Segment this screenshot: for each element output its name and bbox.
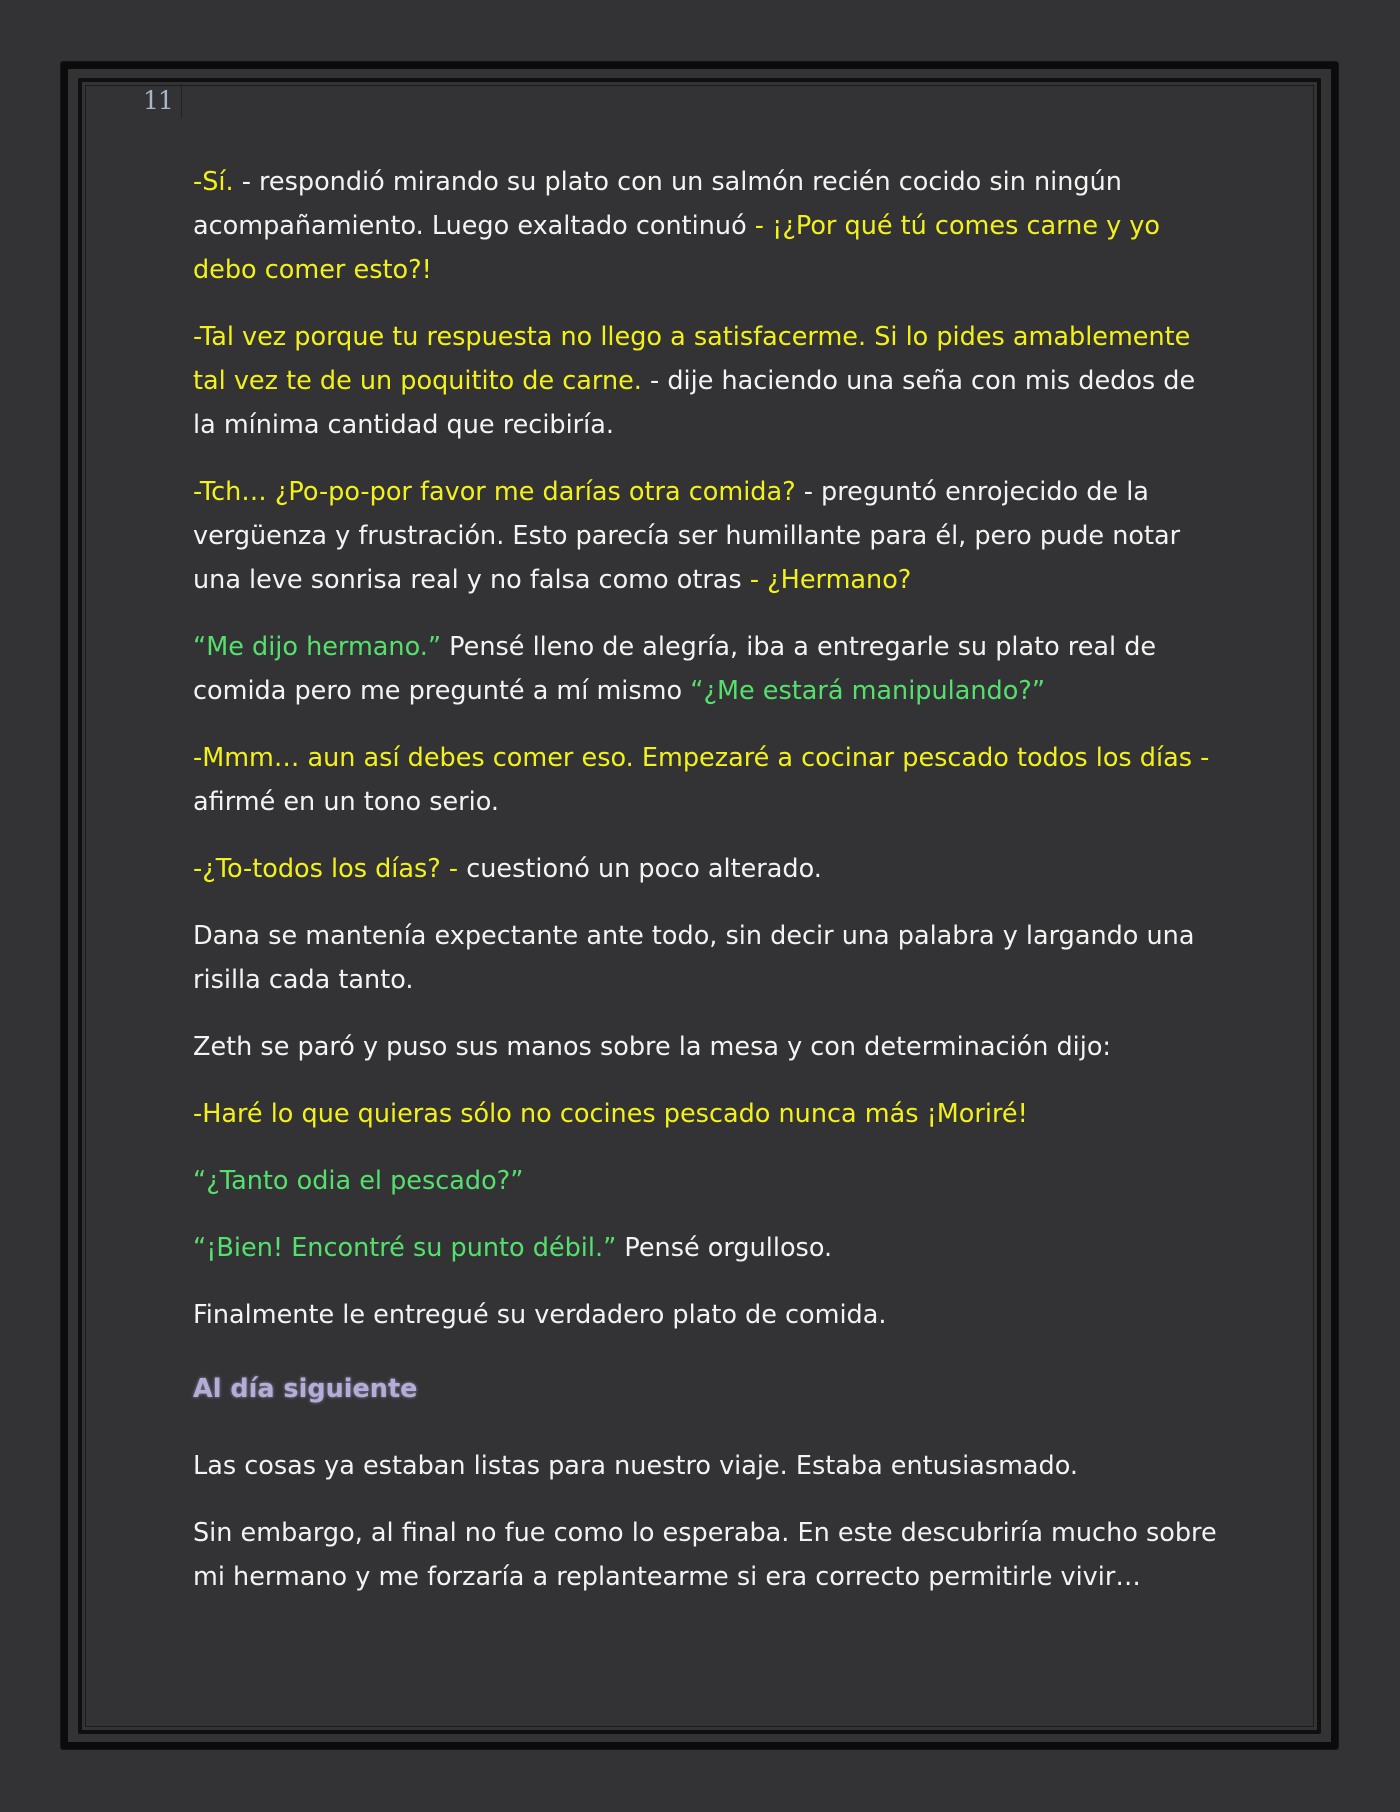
section-heading: Al día siguiente	[193, 1374, 418, 1404]
dialogue-text: -Mmm… aun así debes comer eso. Empezaré a cocinar pescado todos los días -	[193, 743, 1210, 773]
dialogue-text: -Haré lo que quieras sólo no cocines pescado nunca más ¡Moriré!	[193, 1099, 1028, 1129]
thought-text: “¿Me estará manipulando?”	[690, 676, 1046, 706]
story-paragraph	[193, 1025, 1218, 1069]
page-content	[193, 160, 1218, 1622]
closing-paragraph: Las cosas ya estaban listas para nuestro viaje. Estaba entusiasmado.	[193, 1451, 1079, 1481]
story-paragraph	[193, 1159, 1218, 1203]
dialogue-text: -Tal vez porque tu respuesta no llego a satisfacerme. Si lo pides amablemente tal vez te de un poquitito de carne.	[193, 322, 1191, 396]
thought-text: “Me dijo hermano.”	[193, 632, 442, 662]
narration-text: afirmé en un tono serio.	[193, 787, 500, 817]
story-paragraph	[193, 1293, 1218, 1337]
story-paragraph	[193, 847, 1218, 891]
dialogue-text: - ¿Hermano?	[749, 565, 912, 595]
narration-text: - respondió mirando su plato con un salmón recién cocido sin ningún acompañamiento. Luego exaltado continuó	[193, 167, 1122, 241]
dialogue-text: -Tch… ¿Po-po-por favor me darías otra comida?	[193, 477, 804, 507]
page-number: 11	[143, 86, 173, 115]
narration-text: - preguntó enrojecido de la vergüenza y frustración. Esto parecía ser humillante para él, pero pude notar una leve sonrisa real y no falsa como otras	[193, 477, 1181, 595]
story-paragraph	[193, 1092, 1218, 1136]
closing-paragraph: Sin embargo, al final no fue como lo esperaba. En este descubriría mucho sobre mi hermano y me forzaría a replantearme si era correcto permitirle vivir…	[193, 1518, 1217, 1592]
story-paragraph	[193, 625, 1218, 713]
narration-text: Pensé orgulloso.	[616, 1233, 833, 1263]
narration-text: Dana se mantenía expectante ante todo, sin decir una palabra y largando una risilla cada tanto.	[193, 921, 1195, 995]
dialogue-text: - ¡¿Por qué tú comes carne y yo debo comer esto?!	[193, 211, 1160, 285]
narration-text: Finalmente le entregué su verdadero plato de comida.	[193, 1300, 887, 1330]
narration-text: Pensé lleno de alegría, iba a entregarle su plato real de comida pero me pregunté a mí mismo	[193, 632, 1157, 706]
narration-text: Zeth se paró y puso sus manos sobre la mesa y con determinación dijo:	[193, 1032, 1112, 1062]
narration-text: cuestionó un poco alterado.	[466, 854, 822, 884]
page-number-divider	[181, 84, 182, 118]
story-paragraph	[193, 736, 1218, 824]
story-paragraph	[193, 160, 1218, 292]
story-paragraph	[193, 1226, 1218, 1270]
story-paragraph	[193, 315, 1218, 447]
dialogue-text: -Sí.	[193, 167, 242, 197]
dialogue-text: -¿To-todos los días? -	[193, 854, 467, 884]
thought-text: “¡Bien! Encontré su punto débil.”	[193, 1233, 617, 1263]
thought-text: “¿Tanto odia el pescado?”	[193, 1166, 524, 1196]
story-paragraphs	[193, 160, 1218, 1337]
narration-text: - dije haciendo una seña con mis dedos de la mínima cantidad que recibiría.	[193, 366, 1196, 440]
story-paragraph	[193, 470, 1218, 602]
story-paragraph	[193, 914, 1218, 1002]
